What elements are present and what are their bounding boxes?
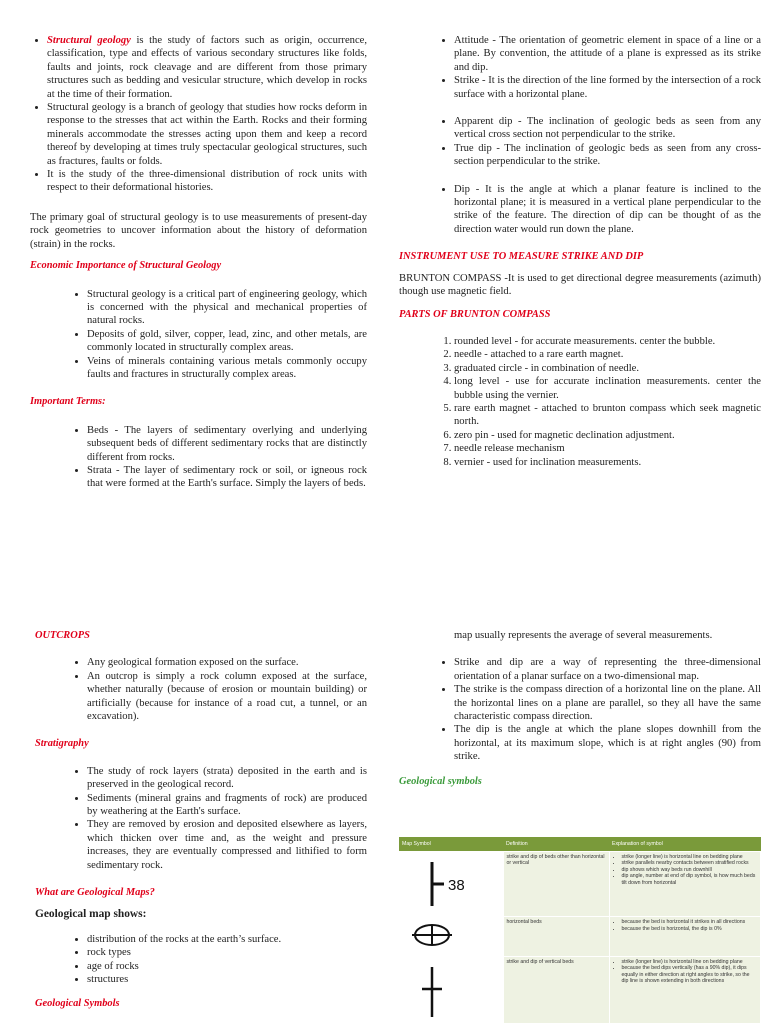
list-item: 7. needle release mechanism xyxy=(454,442,761,455)
vertical-beds-symbol xyxy=(399,956,503,1023)
table-header-row xyxy=(399,837,761,852)
list-item: 5. rare earth magnet - attached to brunton compass which seek magnetic north. xyxy=(454,402,761,429)
list-item: 3. graduated circle - in combination of needle. xyxy=(454,362,761,375)
list-item: • Sediments (mineral grains and fragments of rock) are produced by weathering at the Earth's surface. xyxy=(87,792,367,819)
right-column-top xyxy=(399,34,761,469)
table-row xyxy=(399,956,761,1023)
table-header: Definition xyxy=(503,837,609,852)
table-cell: horizontal beds xyxy=(503,917,609,956)
right-column-bottom xyxy=(399,629,761,788)
list-item: • The strike is the compass direction of a horizontal line on the plane. All the horizontal lines on a plane are parallel, so they all have the same characteristic compass direction. xyxy=(454,683,761,723)
geological-symbols-heading: Geological Symbols xyxy=(35,997,120,1009)
goal-paragraph: The primary goal of structural geology is to use measurements of present-day rock geometries to uncover information about the history of deformation (strain) in the rocks. xyxy=(30,211,367,250)
table-header: Explanation of symbol xyxy=(609,837,761,852)
horizontal-beds-icon xyxy=(402,919,472,951)
list-item: • Any geological formation exposed on the surface. xyxy=(87,656,367,669)
list-item: • age of rocks xyxy=(87,960,367,973)
list-item: • Strata - The layer of sedimentary rock or soil, or igneous rock that were formed at the Earth's surface. Simply the layers of beds. xyxy=(87,464,367,491)
list-item: • Strike and dip are a way of representing the three-dimensional orientation of a planar surface on a two-dimensional map. xyxy=(454,656,761,683)
outcrops-heading: OUTCROPS xyxy=(35,630,90,641)
parts-heading: PARTS OF BRUNTON COMPASS xyxy=(399,308,551,320)
brunton-paragraph: BRUNTON COMPASS -It is used to get directional degree measurements (azimuth) though use magnetic field. xyxy=(399,272,761,298)
list-item: • Structural geology is a branch of geology that studies how rocks deform in response to the stresses that act within the Earth. Rocks and their forming minerals accommodate the stresses acting upon them and keep a record thereof by developing at times truly spectacular geological structures, such as fractures, faults or folds. xyxy=(47,101,367,168)
attitude-list xyxy=(399,34,761,101)
list-item: 2. needle - attached to a rare earth magnet. xyxy=(454,348,761,361)
list-item: 1. rounded level - for accurate measurements. center the bubble. xyxy=(454,335,761,348)
stratigraphy-list xyxy=(70,765,367,872)
list-item: • rock types xyxy=(87,946,367,959)
table-row xyxy=(399,917,761,956)
list-item: • Apparent dip - The inclination of geologic beds as seen from any vertical cross section not perpendicular to the strike. xyxy=(454,115,761,142)
parts-list xyxy=(399,335,761,469)
list-item: • It is the study of the three-dimensional distribution of rock units with respect to their deformational histories. xyxy=(47,168,367,195)
list-item: • structures xyxy=(87,973,367,986)
list-item: • Structural geology is the study of factors such as origin, occurrence, classification, type and effects of various secondary structures like folds, faults and joints, rock cleavage and are different from those primary structures such as bedding and vesicular structure, which develop in rocks at the time of their formation. xyxy=(47,34,367,101)
table-cell: strike and dip of vertical beds xyxy=(503,956,609,1023)
stratigraphy-heading: Stratigraphy xyxy=(35,738,89,750)
intro-list xyxy=(30,34,367,195)
list-item: • The dip is the angle at which the plane slopes downhill from the horizontal, at its maximum slope, which is at right angles (90) from strike. xyxy=(454,723,761,763)
strike-dip-icon xyxy=(402,854,472,912)
dip-types-list xyxy=(399,115,761,169)
list-item: • Structural geology is a critical part of engineering geology, which is concerned with the physical and mechanical properties of natural rocks. xyxy=(87,288,367,328)
list-item: • Attitude - The orientation of geometric element in space of a line or a plane. By convention, the attitude of a plane is expressed as its strike and dip. xyxy=(454,34,761,74)
list-item: • True dip - The inclination of geologic beds as seen from any cross-section perpendicular to the strike. xyxy=(454,142,761,169)
table-cell: • because the bed is horizontal it strikes in all directions • because the bed is horizontal, the dip is 0% xyxy=(609,917,761,956)
list-item: • Dip - It is the angle at which a planar feature is inclined to the horizontal plane; it is measured in a vertical plane perpendicular to the strike of the feature. The direction of dip can be thought of as the direction water would run down the plane. xyxy=(454,183,761,237)
list-item: • Beds - The layers of sedimentary overlying and underlying subsequent beds of different sedimentary rocks that are distinctly different from rocks. xyxy=(87,424,367,464)
list-item: • Deposits of gold, silver, copper, lead, zinc, and other metals, are commonly located in structurally complex areas. xyxy=(87,328,367,355)
list-item: 6. zero pin - used for magnetic declination adjustment. xyxy=(454,429,761,442)
geological-maps-heading: What are Geological Maps? xyxy=(35,887,155,899)
left-column-top xyxy=(30,34,367,491)
list-item: • Veins of minerals containing various metals commonly occupy faults and fractures in structurally complex areas. xyxy=(87,355,367,382)
table-cell: • strike (longer line) is horizontal line on bedding plane • because the bed dips vertically (has a 90% dip), it dips equally in either direction at right angles to strike, so the dip line is shown extending in both directions xyxy=(609,956,761,1023)
list-item: • distribution of the rocks at the earth’s surface. xyxy=(87,933,367,946)
geo-symbols-heading: Geological symbols xyxy=(399,775,482,787)
list-item: • An outcrop is simply a rock column exposed at the surface, whether naturally (because of erosion or mountain building) or artificially (because for instance of a road cut, a tunnel, or an excavation). xyxy=(87,670,367,724)
structural-geology-term: Structural geology xyxy=(47,35,131,46)
map-shows-label: Geological map shows: xyxy=(35,907,147,920)
list-item: 8. vernier - used for inclination measurements. xyxy=(454,456,761,469)
terms-heading: Important Terms: xyxy=(30,396,106,408)
dip-angle-label: 38 xyxy=(448,877,465,894)
horizontal-beds-symbol xyxy=(399,917,503,956)
vertical-beds-icon xyxy=(402,959,472,1019)
table-cell: • strike (longer line) is horizontal line on bedding plane • strike parallels nearby contacts between stratified rocks • dip shows which way beds run downhill • dip angle, number at end of dip symbol, is how much beds tilt down from horizontal xyxy=(609,852,761,917)
map-continuation: map usually represents the average of several measurements. xyxy=(454,630,713,641)
dip-list xyxy=(399,183,761,237)
list-item: • They are removed by erosion and deposited elsewhere as layers, which thicken over time and, as the weight and pressure increases, they are eventually compressed and lithified to form sedimentary rock. xyxy=(87,818,367,872)
map-list xyxy=(70,933,367,987)
outcrops-list xyxy=(70,656,367,723)
symbols-table xyxy=(399,837,761,1023)
list-item: • Strike - It is the direction of the line formed by the intersection of a rock surface with a horizontal plane. xyxy=(454,74,761,101)
terms-list xyxy=(70,424,367,491)
strike-dip-list xyxy=(399,656,761,763)
instrument-heading: INSTRUMENT USE TO MEASURE STRIKE AND DIP xyxy=(399,251,644,263)
table-row xyxy=(399,852,761,917)
list-item: 4. long level - use for accurate inclination measurements. center the bubble using the vernier. xyxy=(454,375,761,402)
econ-list xyxy=(70,288,367,382)
table-cell: strike and dip of beds other than horizontal or vertical xyxy=(503,852,609,917)
table-header: Map Symbol xyxy=(399,837,503,852)
list-item: • The study of rock layers (strata) deposited in the earth and is preserved in the geological record. xyxy=(87,765,367,792)
strike-dip-symbol xyxy=(399,852,503,917)
left-column-bottom xyxy=(35,629,367,1010)
econ-heading: Economic Importance of Structural Geology xyxy=(30,260,222,272)
